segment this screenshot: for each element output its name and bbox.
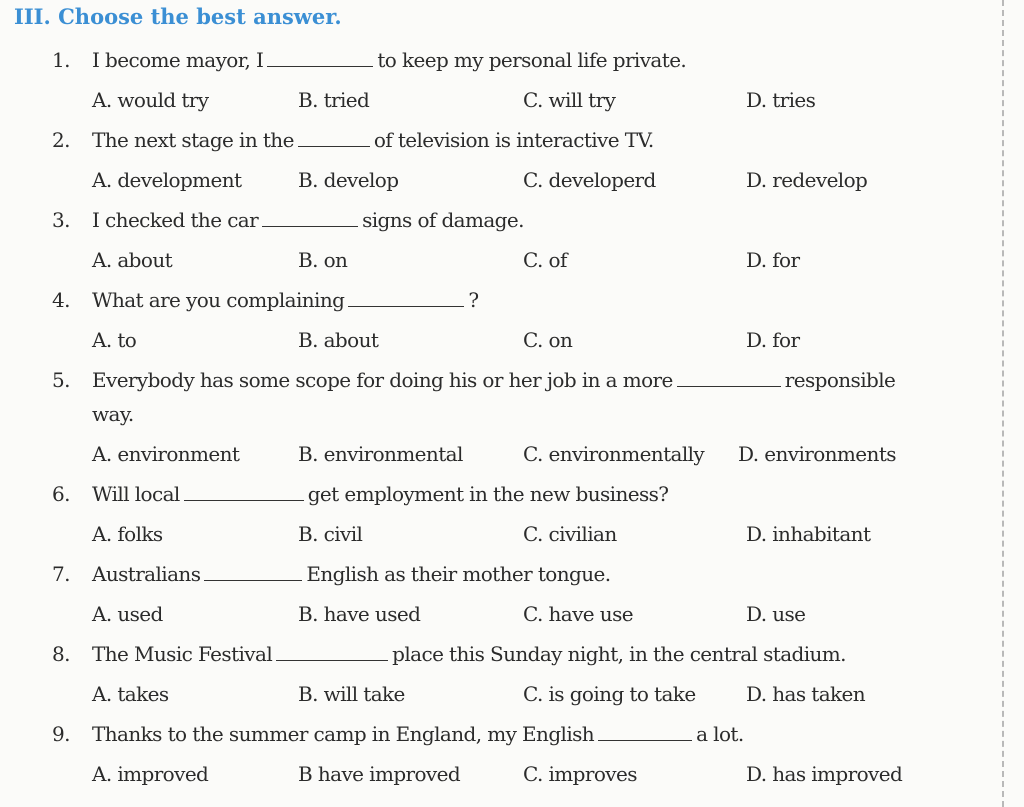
option-b[interactable]: B. about [298, 328, 379, 352]
question-4 [52, 288, 478, 312]
question-5 [52, 368, 895, 392]
option-a[interactable]: A. about [92, 248, 173, 272]
option-c[interactable]: C. developerd [523, 168, 656, 192]
answer-blank [598, 722, 692, 741]
option-c[interactable]: C. environmentally [523, 442, 705, 466]
question-text-after: to keep my personal life private. [377, 48, 687, 72]
question-text-before: Everybody has some scope for doing his or her job in a more [92, 368, 673, 392]
option-a[interactable]: A. used [92, 602, 163, 626]
option-b[interactable]: B. on [298, 248, 348, 272]
question-text-before: The Music Festival [92, 642, 273, 666]
question-text-before: I become mayor, I [92, 48, 264, 72]
question-text-before: What are you complaining [92, 288, 345, 312]
option-d[interactable]: D. for [746, 328, 800, 352]
question-2 [52, 128, 654, 152]
question-number: 4. [52, 288, 70, 312]
question-9 [52, 722, 744, 746]
question-5-continued: way. [92, 402, 134, 426]
option-c[interactable]: C. of [523, 248, 567, 272]
question-text-before: I checked the car [92, 208, 259, 232]
question-number: 6. [52, 482, 70, 506]
question-number: 2. [52, 128, 70, 152]
answer-blank [298, 128, 370, 147]
question-6 [52, 482, 668, 506]
question-3 [52, 208, 524, 232]
option-a[interactable]: A. takes [92, 682, 169, 706]
option-d[interactable]: D. inhabitant [746, 522, 871, 546]
question-number: 7. [52, 562, 70, 586]
question-number: 3. [52, 208, 70, 232]
option-d[interactable]: D. has improved [746, 762, 903, 786]
option-c[interactable]: C. civilian [523, 522, 617, 546]
question-text-after: get employment in the new business? [307, 482, 669, 506]
question-text-after: ? [468, 288, 479, 312]
question-8 [52, 642, 846, 666]
option-c[interactable]: C. is going to take [523, 682, 696, 706]
question-number: 5. [52, 368, 70, 392]
option-d[interactable]: D. for [746, 248, 800, 272]
option-a[interactable]: A. environment [92, 442, 240, 466]
option-b[interactable]: B. civil [298, 522, 363, 546]
question-number: 9. [52, 722, 70, 746]
option-d[interactable]: D. has taken [746, 682, 866, 706]
option-d[interactable]: D. use [746, 602, 806, 626]
answer-blank [276, 642, 388, 661]
option-b[interactable]: B. have used [298, 602, 421, 626]
option-c[interactable]: C. will try [523, 88, 616, 112]
option-d[interactable]: D. redevelop [746, 168, 868, 192]
option-a[interactable]: A. improved [92, 762, 209, 786]
page-edge-line [1002, 0, 1004, 807]
option-c[interactable]: C. on [523, 328, 573, 352]
question-text-after: signs of damage. [362, 208, 524, 232]
option-a[interactable]: A. would try [92, 88, 209, 112]
question-text-after: place this Sunday night, in the central stadium. [392, 642, 846, 666]
option-b[interactable]: B. tried [298, 88, 370, 112]
question-text-after: English as their mother tongue. [306, 562, 611, 586]
question-text-after: responsible [784, 368, 896, 392]
question-text-after: a lot. [696, 722, 744, 746]
option-d[interactable]: D. tries [746, 88, 816, 112]
question-text-before: Will local [92, 482, 180, 506]
question-text-before: The next stage in the [92, 128, 294, 152]
question-text-before: Australians [92, 562, 201, 586]
option-c[interactable]: C. have use [523, 602, 633, 626]
option-d[interactable]: D. environments [738, 442, 896, 466]
question-1 [52, 48, 686, 72]
question-text-after: of television is interactive TV. [373, 128, 654, 152]
section-heading: III. Choose the best answer. [14, 4, 342, 29]
question-text-before: Thanks to the summer camp in England, my English [92, 722, 595, 746]
option-a[interactable]: A. development [92, 168, 242, 192]
question-7 [52, 562, 610, 586]
option-c[interactable]: C. improves [523, 762, 637, 786]
option-a[interactable]: A. folks [92, 522, 163, 546]
answer-blank [262, 208, 358, 227]
option-b[interactable]: B. will take [298, 682, 405, 706]
answer-blank [348, 288, 464, 307]
question-number: 1. [52, 48, 70, 72]
option-b[interactable]: B. develop [298, 168, 399, 192]
question-number: 8. [52, 642, 70, 666]
answer-blank [204, 562, 302, 581]
option-a[interactable]: A. to [92, 328, 137, 352]
option-b[interactable]: B. environmental [298, 442, 463, 466]
answer-blank [267, 48, 373, 67]
option-b[interactable]: B have improved [298, 762, 461, 786]
answer-blank [184, 482, 304, 501]
answer-blank [677, 368, 781, 387]
